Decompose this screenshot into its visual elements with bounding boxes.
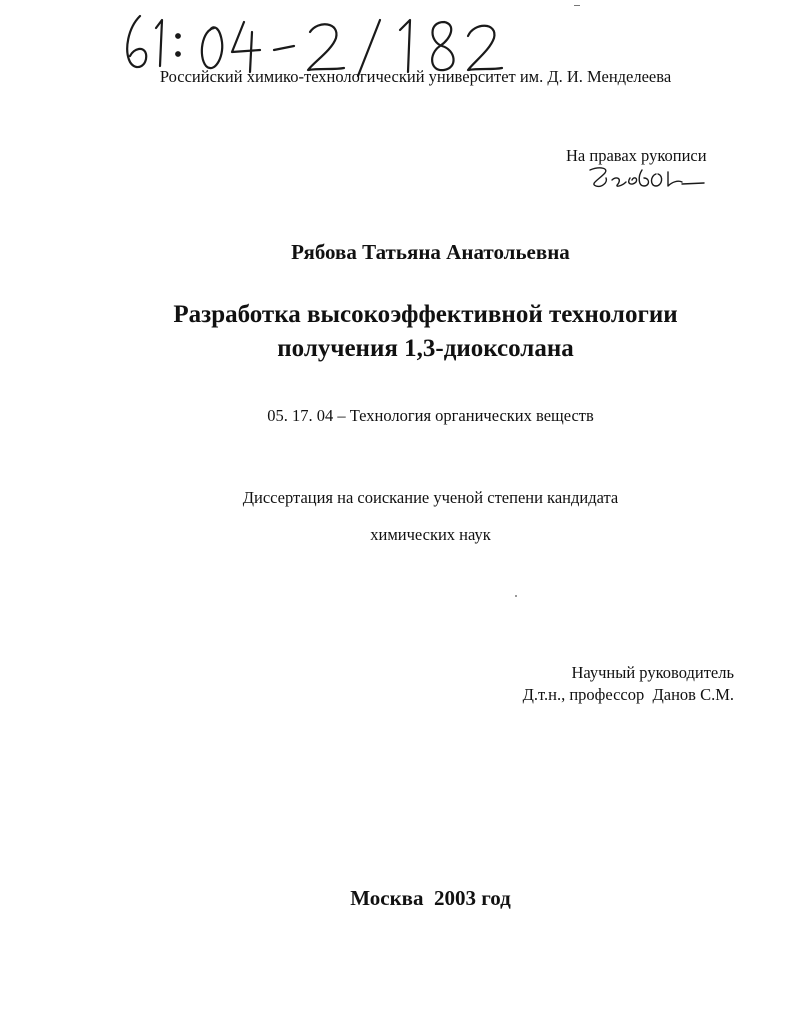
place-and-year: Москва 2003 год [350, 886, 511, 910]
rights-note: На правах рукописи [566, 146, 707, 165]
scan-corner-mark [574, 0, 580, 6]
title-line-2: получения 1,3-диоксолана [277, 335, 574, 362]
supervisor-label: Научный руководитель [571, 663, 734, 682]
author-signature [586, 162, 706, 194]
dissertation-science-line: химических наук [370, 525, 491, 544]
university-name: Российский химико-технологический университет им. Д. И. Менделеева [159, 67, 672, 86]
title-line-1: Разработка высокоэффективной технологии [173, 301, 678, 328]
supervisor-block [523, 662, 734, 706]
dissertation-degree-line: Диссертация на соискание ученой степени кандидата [242, 488, 619, 507]
specialty-code: 05. 17. 04 – Технология органических веществ [267, 406, 594, 425]
scan-speck [515, 595, 517, 597]
dissertation-title [0, 298, 791, 366]
supervisor-name: Д.т.н., профессор Данов С.М. [522, 685, 734, 704]
author-name: Рябова Татьяна Анатольевна [291, 240, 570, 264]
